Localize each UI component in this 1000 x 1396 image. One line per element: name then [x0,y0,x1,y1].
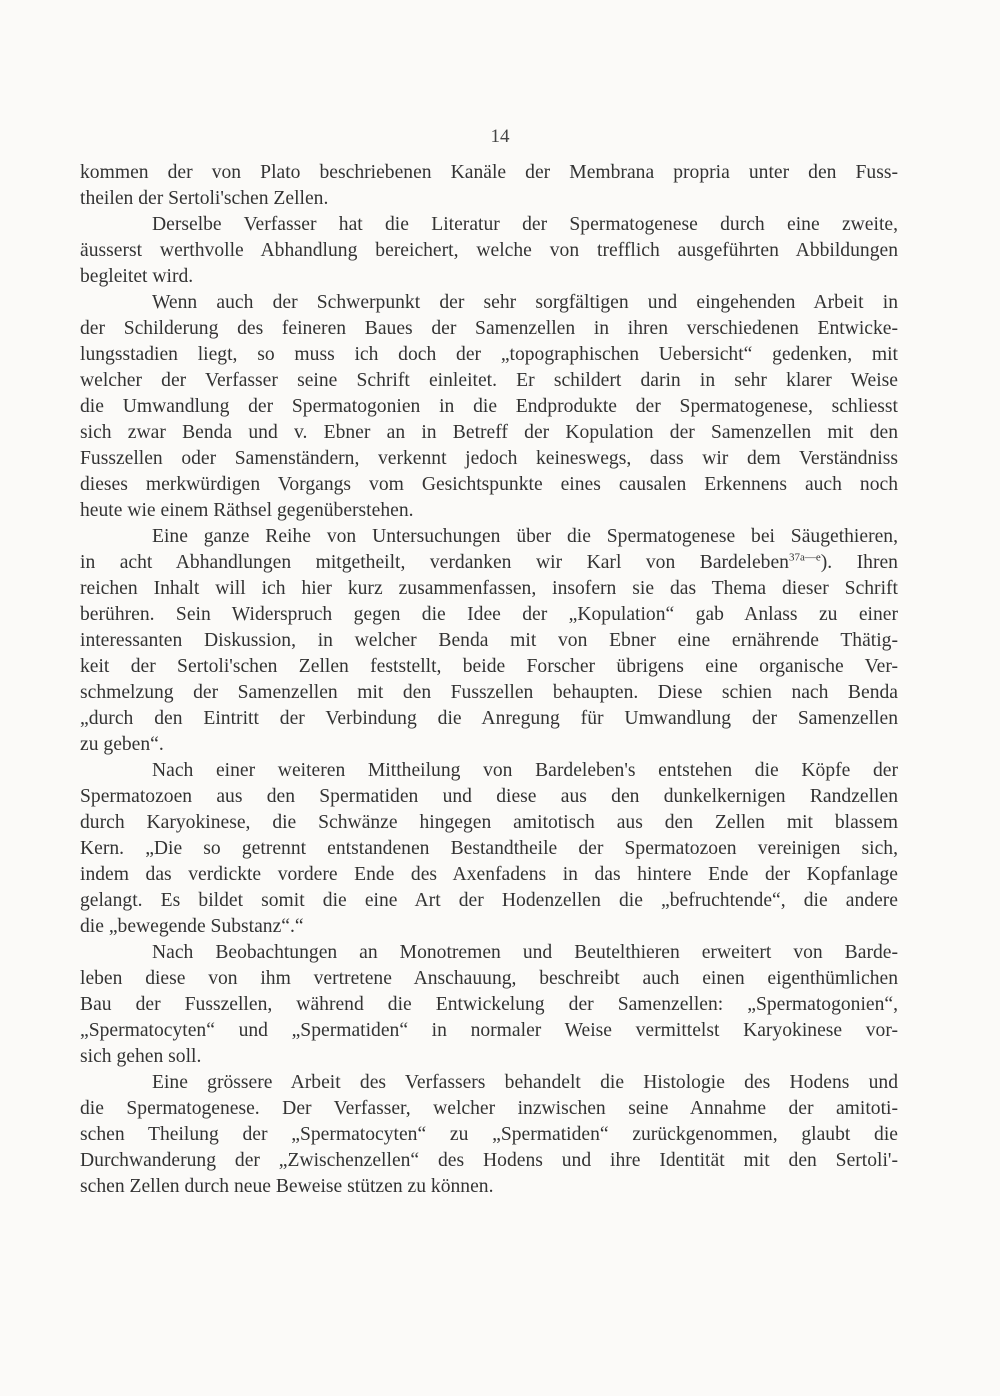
text-line-content: Fusszellen oder Samenständern, verkennt jedoch keineswegs, dass wir dem Verständniss [80,448,898,469]
text-line [80,862,898,888]
text-line-content: „Spermatocyten“ und „Spermatiden“ in normaler Weise vermittelst Karyokinese vor- [80,1020,898,1041]
text-line [80,524,898,550]
text-line-content: Bau der Fusszellen, während die Entwickelung der Samenzellen: „Spermatogonien“, [80,994,898,1015]
text-line-content: Wenn auch der Schwerpunkt der sehr sorgfältigen und eingehenden Arbeit in [152,292,898,313]
text-line-content: berühren. Sein Widerspruch gegen die Idee der „Kopulation“ gab Anlass zu einer [80,604,898,625]
text-line [80,680,898,706]
text-line-content: äusserst werthvolle Abhandlung bereichert, welche von trefflich ausgeführten Abbildungen [80,240,898,261]
text-line [80,706,898,732]
text-line [80,758,898,784]
text-line-content: heute wie einem Räthsel gegenüberstehen. [80,500,414,521]
text-line-content: interessanten Diskussion, in welcher Benda mit von Ebner eine ernährende Thätig- [80,630,898,651]
text-line [80,888,898,914]
text-line [80,238,898,264]
text-line-content: Kern. „Die so getrennt entstandenen Bestandtheile der Spermatozoen vereinigen sich, [80,838,898,859]
text-line-content: Eine ganze Reihe von Untersuchungen über die Spermatogenese bei Säugethieren, [152,526,898,547]
text-line-content: zu geben“. [80,734,164,755]
text-line [80,732,898,758]
text-line [80,940,898,966]
page-number: 14 [490,126,510,147]
text-line-content: lungsstadien liegt, so muss ich doch der „topographischen Uebersicht“ gedenken, mit [80,344,898,365]
text-line [80,498,898,524]
text-line-content: Eine grössere Arbeit des Verfassers behandelt die Histologie des Hodens und [152,1072,898,1093]
text-line-content: sich zwar Benda und v. Ebner an in Betreff der Kopulation der Samenzellen mit den [80,422,898,443]
text-line [80,628,898,654]
body-text [80,160,898,1200]
text-line-content: schen Zellen durch neue Beweise stützen zu können. [80,1176,494,1197]
text-line [80,784,898,810]
text-line [80,602,898,628]
text-line-content: die Umwandlung der Spermatogonien in die Endprodukte der Spermatogenese, schliesst [80,396,898,417]
text-line-content: Spermatozoen aus den Spermatiden und diese aus den dunkelkernigen Randzellen [80,786,898,807]
text-line-content: Nach einer weiteren Mittheilung von Bardeleben's entstehen die Köpfe der [152,760,898,781]
text-line [80,914,898,940]
text-line [80,264,898,290]
text-line [80,1070,898,1096]
text-line-content: reichen Inhalt will ich hier kurz zusammenfassen, insofern sie das Thema dieser Schrift [80,578,898,599]
text-line-content: die Spermatogenese. Der Verfasser, welcher inzwischen seine Annahme der amitoti- [80,1098,898,1119]
text-line [80,394,898,420]
text-line-tail: ). Ihren [820,552,898,573]
text-line [80,810,898,836]
text-line-content: kommen der von Plato beschriebenen Kanäle der Membrana propria unter den Fuss- [80,162,898,183]
text-line-content: der Schilderung des feineren Baues der Samenzellen in ihren verschiedenen Entwicke- [80,318,898,339]
text-line-content: theilen der Sertoli'schen Zellen. [80,188,329,209]
text-line [80,654,898,680]
text-line [80,992,898,1018]
text-line [80,316,898,342]
text-line-content: sich gehen soll. [80,1046,202,1067]
text-line [80,212,898,238]
text-line [80,1174,898,1200]
text-line-content: Nach Beobachtungen an Monotremen und Beutelthieren erweitert von Barde- [152,942,898,963]
text-line-content: welcher der Verfasser seine Schrift einleitet. Er schildert darin in sehr klarer Weise [80,370,898,391]
text-line [80,186,898,212]
text-line-content: indem das verdickte vordere Ende des Axenfadens in das hintere Ende der Kopfanlage [80,864,898,885]
text-line [80,1044,898,1070]
text-line-content: die „bewegende Substanz“.“ [80,916,304,937]
text-line-content: leben diese von ihm vertretene Anschauung, beschreibt auch einen eigenthümlichen [80,968,898,989]
text-line-content: gelangt. Es bildet somit die eine Art der Hodenzellen die „befruchtende“, die andere [80,890,898,911]
text-line-content: dieses merkwürdigen Vorgangs vom Gesichtspunkte eines causalen Erkennens auch noch [80,474,898,495]
text-line [80,368,898,394]
text-line [80,1148,898,1174]
text-line [80,1122,898,1148]
text-line [80,1096,898,1122]
text-line-content: in acht Abhandlungen mitgetheilt, verdanken wir Karl von Bardeleben [80,552,789,573]
text-line [80,576,898,602]
text-line [80,290,898,316]
text-line-content: schmelzung der Samenzellen mit den Fusszellen behaupten. Diese schien nach Benda [80,682,898,703]
text-line [80,472,898,498]
text-line-content: „durch den Eintritt der Verbindung die Anregung für Umwandlung der Samenzellen [80,708,898,729]
text-line-content: durch Karyokinese, die Schwänze hingegen amitotisch aus den Zellen mit blassem [80,812,898,833]
text-line [80,420,898,446]
text-line-content: Durchwanderung der „Zwischenzellen“ des Hodens und ihre Identität mit den Sertoli'- [80,1150,898,1171]
footnote-reference: 37a—e [788,551,821,564]
text-line [80,342,898,368]
text-line-content: begleitet wird. [80,266,194,287]
text-line-content: keit der Sertoli'schen Zellen feststellt, beide Forscher übrigens eine organische Ver- [80,656,898,677]
text-line [80,446,898,472]
text-line [80,1018,898,1044]
text-line-content: schen Theilung der „Spermatocyten“ zu „Spermatiden“ zurückgenommen, glaubt die [80,1124,898,1145]
text-line [80,550,898,576]
text-line [80,836,898,862]
text-line [80,160,898,186]
text-line [80,966,898,992]
text-line-content: Derselbe Verfasser hat die Literatur der Spermatogenese durch eine zweite, [152,214,898,235]
